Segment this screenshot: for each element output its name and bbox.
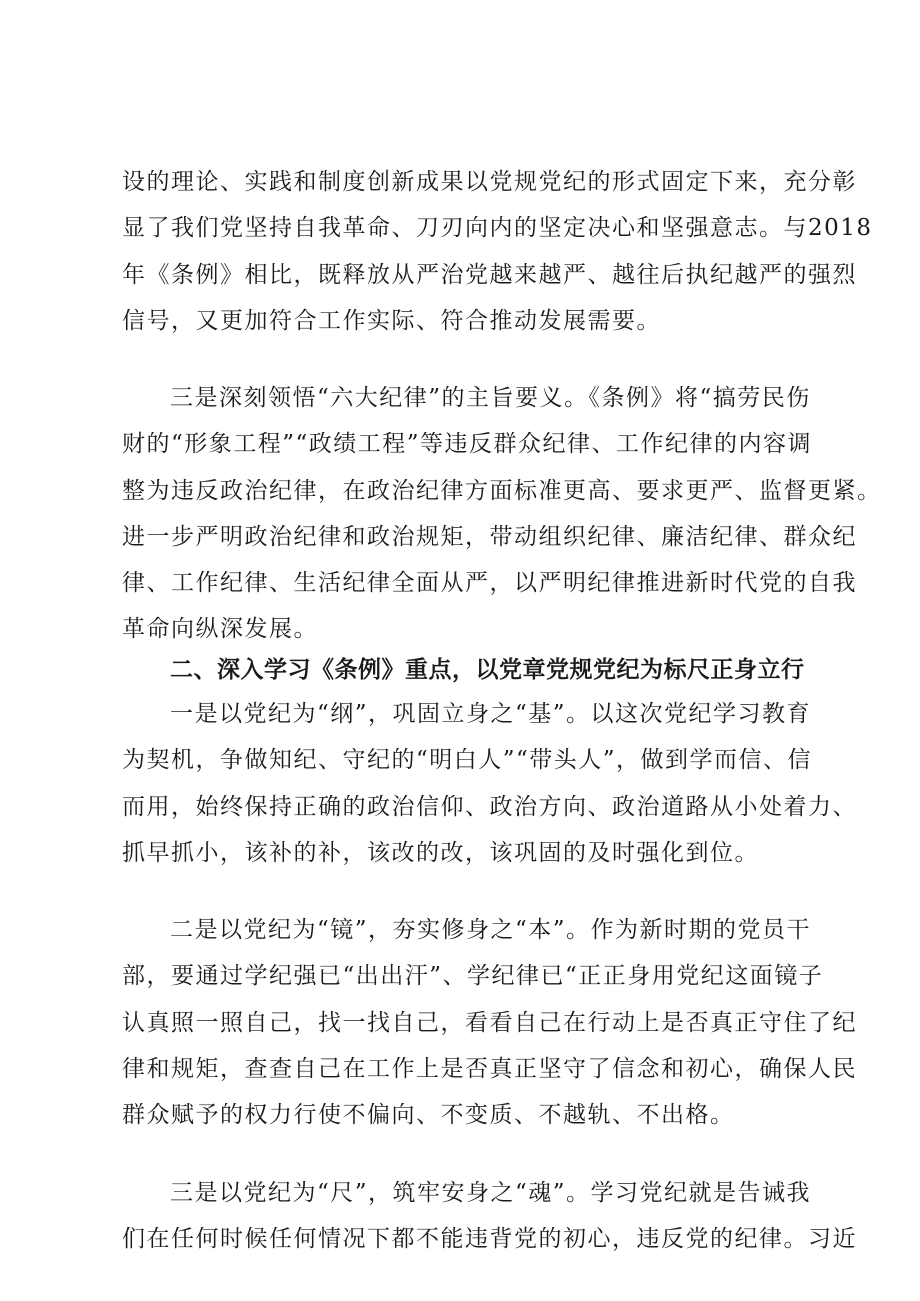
body-line: 部，要通过学纪强已“出出汗”、学纪律已“正正身用党纪这面镜子	[122, 963, 824, 989]
body-line: 律、工作纪律、生活纪律全面从严，以严明纪律推进新时代党的自我	[122, 570, 857, 596]
paragraph-first-line: 三是深刻领悟“六大纪律”的主旨要义。《条例》将“搞劳民伤	[170, 385, 811, 411]
paragraph-first-line: 二是以党纪为“镜”，夯实修身之“本”。作为新时期的党员干	[170, 917, 812, 943]
body-line: 群众赋予的权力行使不偏向、不变质、不越轨、不出格。	[122, 1102, 735, 1128]
body-line: 年《条例》相比，既释放从严治党越来越严、越往后执纪越严的强烈	[122, 262, 857, 288]
body-line: 抓早抓小，该补的补，该改的改，该巩固的及时强化到位。	[122, 840, 759, 866]
body-line: 设的理论、实践和制度创新成果以党规党纪的形式固定下来，充分彰	[122, 169, 857, 195]
body-line: 财的“形象工程”“政绩工程”等违反群众纪律、工作纪律的内容调	[122, 431, 813, 457]
body-line: 革命向纵深发展。	[122, 616, 318, 642]
body-line: 而用，始终保持正确的政治信仰、政治方向、政治道路从小处着力、	[122, 794, 857, 820]
paragraph-first-line: 三是以党纪为“尺”，筑牢安身之“魂”。学习党纪就是告诫我	[170, 1180, 812, 1206]
body-line: 认真照一照自己，找一找自己，看看自己在行动上是否真正守住了纪	[122, 1010, 857, 1036]
body-line: 显了我们党坚持自我革命、刀刃向内的坚定决心和坚强意志。与2018	[122, 215, 873, 241]
body-line: 进一步严明政治纪律和政治规矩，带动组织纪律、廉洁纪律、群众纪	[122, 524, 857, 550]
body-line: 信号，又更加符合工作实际、符合推动发展需要。	[122, 308, 661, 334]
body-line: 为契机，争做知纪、守纪的“明白人”“带头人”，做到学而信、信	[122, 747, 813, 773]
section-heading: 二、深入学习《条例》重点，以党章党规党纪为标尺正身立行	[170, 657, 805, 683]
body-line: 律和规矩，查查自己在工作上是否真正坚守了信念和初心，确保人民	[122, 1056, 857, 1082]
body-line: 整为违反政治纪律，在政治纪律方面标准更高、要求更严、监督更紧。	[122, 478, 882, 504]
body-line: 们在任何时候任何情况下都不能违背党的初心，违反党的纪律。习近	[122, 1226, 857, 1252]
paragraph-first-line: 一是以党纪为“纲”，巩固立身之“基”。以这次党纪学习教育	[170, 701, 812, 727]
